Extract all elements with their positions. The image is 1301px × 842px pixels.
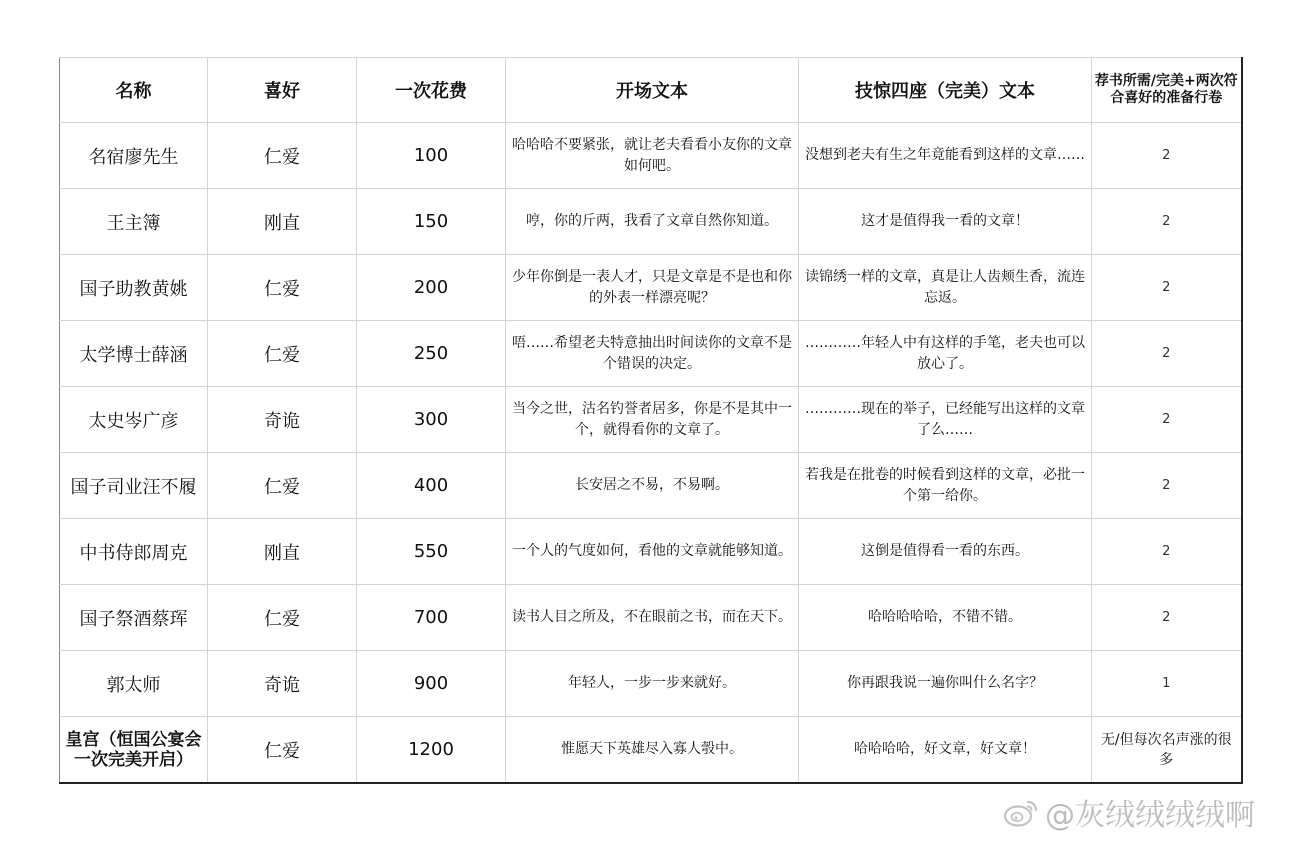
cell-preference[interactable]: 仁爱: [208, 585, 357, 651]
cell-name[interactable]: 国子司业汪不履: [60, 453, 208, 519]
cell-name[interactable]: 郭太师: [60, 651, 208, 717]
cell-scrolls-needed[interactable]: 2: [1092, 255, 1242, 321]
table-row: [60, 585, 1242, 651]
cell-cost[interactable]: 150: [357, 189, 506, 255]
cell-preference[interactable]: 奇诡: [208, 651, 357, 717]
cell-preference[interactable]: 仁爱: [208, 717, 357, 784]
table-row: [60, 255, 1242, 321]
cell-preference[interactable]: 刚直: [208, 519, 357, 585]
cell-opening-text[interactable]: 读书人目之所及，不在眼前之书，而在天下。: [506, 585, 799, 651]
cell-preference[interactable]: 仁爱: [208, 123, 357, 189]
cell-name[interactable]: 国子助教黄姚: [60, 255, 208, 321]
table-row: [60, 717, 1242, 784]
cell-cost[interactable]: 400: [357, 453, 506, 519]
watermark-text: @灰绒绒绒绒啊: [1045, 798, 1255, 833]
cell-opening-text[interactable]: 一个人的气度如何，看他的文章就能够知道。: [506, 519, 799, 585]
cell-perfect-text[interactable]: 这才是值得我一看的文章！: [799, 189, 1092, 255]
header-perfect-text[interactable]: 技惊四座（完美）文本: [799, 58, 1092, 123]
cell-perfect-text[interactable]: 哈哈哈哈哈，不错不错。: [799, 585, 1092, 651]
cell-scrolls-needed[interactable]: 2: [1092, 585, 1242, 651]
cell-scrolls-needed[interactable]: 2: [1092, 189, 1242, 255]
table-row: [60, 321, 1242, 387]
reviewer-table: [59, 57, 1243, 784]
table-row: [60, 519, 1242, 585]
cell-name[interactable]: 中书侍郎周克: [60, 519, 208, 585]
cell-perfect-text[interactable]: 你再跟我说一遍你叫什么名字？: [799, 651, 1092, 717]
cell-name[interactable]: 太学博士薛涵: [60, 321, 208, 387]
cell-scrolls-needed[interactable]: 2: [1092, 387, 1242, 453]
table-row: [60, 189, 1242, 255]
cell-opening-text[interactable]: 长安居之不易，不易啊。: [506, 453, 799, 519]
cell-perfect-text[interactable]: …………现在的举子，已经能写出这样的文章了么……: [799, 387, 1092, 453]
cell-name[interactable]: 皇宫（恒国公宴会一次完美开启）: [60, 717, 208, 784]
header-preference[interactable]: 喜好: [208, 58, 357, 123]
cell-preference[interactable]: 仁爱: [208, 453, 357, 519]
cell-preference[interactable]: 奇诡: [208, 387, 357, 453]
cell-cost[interactable]: 200: [357, 255, 506, 321]
cell-scrolls-needed[interactable]: 2: [1092, 519, 1242, 585]
cell-opening-text[interactable]: 惟愿天下英雄尽入寡人彀中。: [506, 717, 799, 784]
cell-perfect-text[interactable]: 哈哈哈哈，好文章，好文章！: [799, 717, 1092, 784]
cell-cost[interactable]: 1200: [357, 717, 506, 784]
cell-cost[interactable]: 100: [357, 123, 506, 189]
header-name[interactable]: 名称: [60, 58, 208, 123]
cell-cost[interactable]: 550: [357, 519, 506, 585]
cell-scrolls-needed[interactable]: 1: [1092, 651, 1242, 717]
cell-preference[interactable]: 刚直: [208, 189, 357, 255]
cell-perfect-text[interactable]: 没想到老夫有生之年竟能看到这样的文章……: [799, 123, 1092, 189]
cell-perfect-text[interactable]: 这倒是值得看一看的东西。: [799, 519, 1092, 585]
watermark: [1003, 790, 1255, 834]
cell-cost[interactable]: 900: [357, 651, 506, 717]
cell-scrolls-needed[interactable]: 2: [1092, 453, 1242, 519]
table-row: [60, 651, 1242, 717]
cell-opening-text[interactable]: 哼，你的斤两，我看了文章自然你知道。: [506, 189, 799, 255]
cell-opening-text[interactable]: 唔……希望老夫特意抽出时间读你的文章不是个错误的决定。: [506, 321, 799, 387]
cell-name[interactable]: 太史岑广彦: [60, 387, 208, 453]
cell-cost[interactable]: 700: [357, 585, 506, 651]
cell-scrolls-needed[interactable]: 2: [1092, 123, 1242, 189]
cell-cost[interactable]: 250: [357, 321, 506, 387]
cell-name[interactable]: 名宿廖先生: [60, 123, 208, 189]
spreadsheet: [59, 57, 1241, 784]
cell-perfect-text[interactable]: 读锦绣一样的文章，真是让人齿颊生香，流连忘返。: [799, 255, 1092, 321]
weibo-logo-icon: [1003, 797, 1039, 827]
header-scrolls-needed[interactable]: 荐书所需/完美+两次符合喜好的准备行卷: [1092, 58, 1242, 123]
table-row: [60, 387, 1242, 453]
cell-perfect-text[interactable]: 若我是在批卷的时候看到这样的文章，必批一个第一给你。: [799, 453, 1092, 519]
header-opening-text[interactable]: 开场文本: [506, 58, 799, 123]
cell-preference[interactable]: 仁爱: [208, 321, 357, 387]
table-row: [60, 453, 1242, 519]
header-cost[interactable]: 一次花费: [357, 58, 506, 123]
cell-scrolls-needed[interactable]: 无/但每次名声涨的很多: [1092, 717, 1242, 784]
cell-name[interactable]: 国子祭酒蔡珲: [60, 585, 208, 651]
cell-perfect-text[interactable]: …………年轻人中有这样的手笔，老夫也可以放心了。: [799, 321, 1092, 387]
cell-opening-text[interactable]: 少年你倒是一表人才，只是文章是不是也和你的外表一样漂亮呢？: [506, 255, 799, 321]
cell-opening-text[interactable]: 哈哈哈不要紧张，就让老夫看看小友你的文章如何吧。: [506, 123, 799, 189]
header-row: [60, 58, 1242, 123]
cell-opening-text[interactable]: 年轻人，一步一步来就好。: [506, 651, 799, 717]
table-row: [60, 123, 1242, 189]
cell-opening-text[interactable]: 当今之世，沽名钓誉者居多，你是不是其中一个，就得看你的文章了。: [506, 387, 799, 453]
cell-name[interactable]: 王主簿: [60, 189, 208, 255]
cell-preference[interactable]: 仁爱: [208, 255, 357, 321]
cell-scrolls-needed[interactable]: 2: [1092, 321, 1242, 387]
cell-cost[interactable]: 300: [357, 387, 506, 453]
